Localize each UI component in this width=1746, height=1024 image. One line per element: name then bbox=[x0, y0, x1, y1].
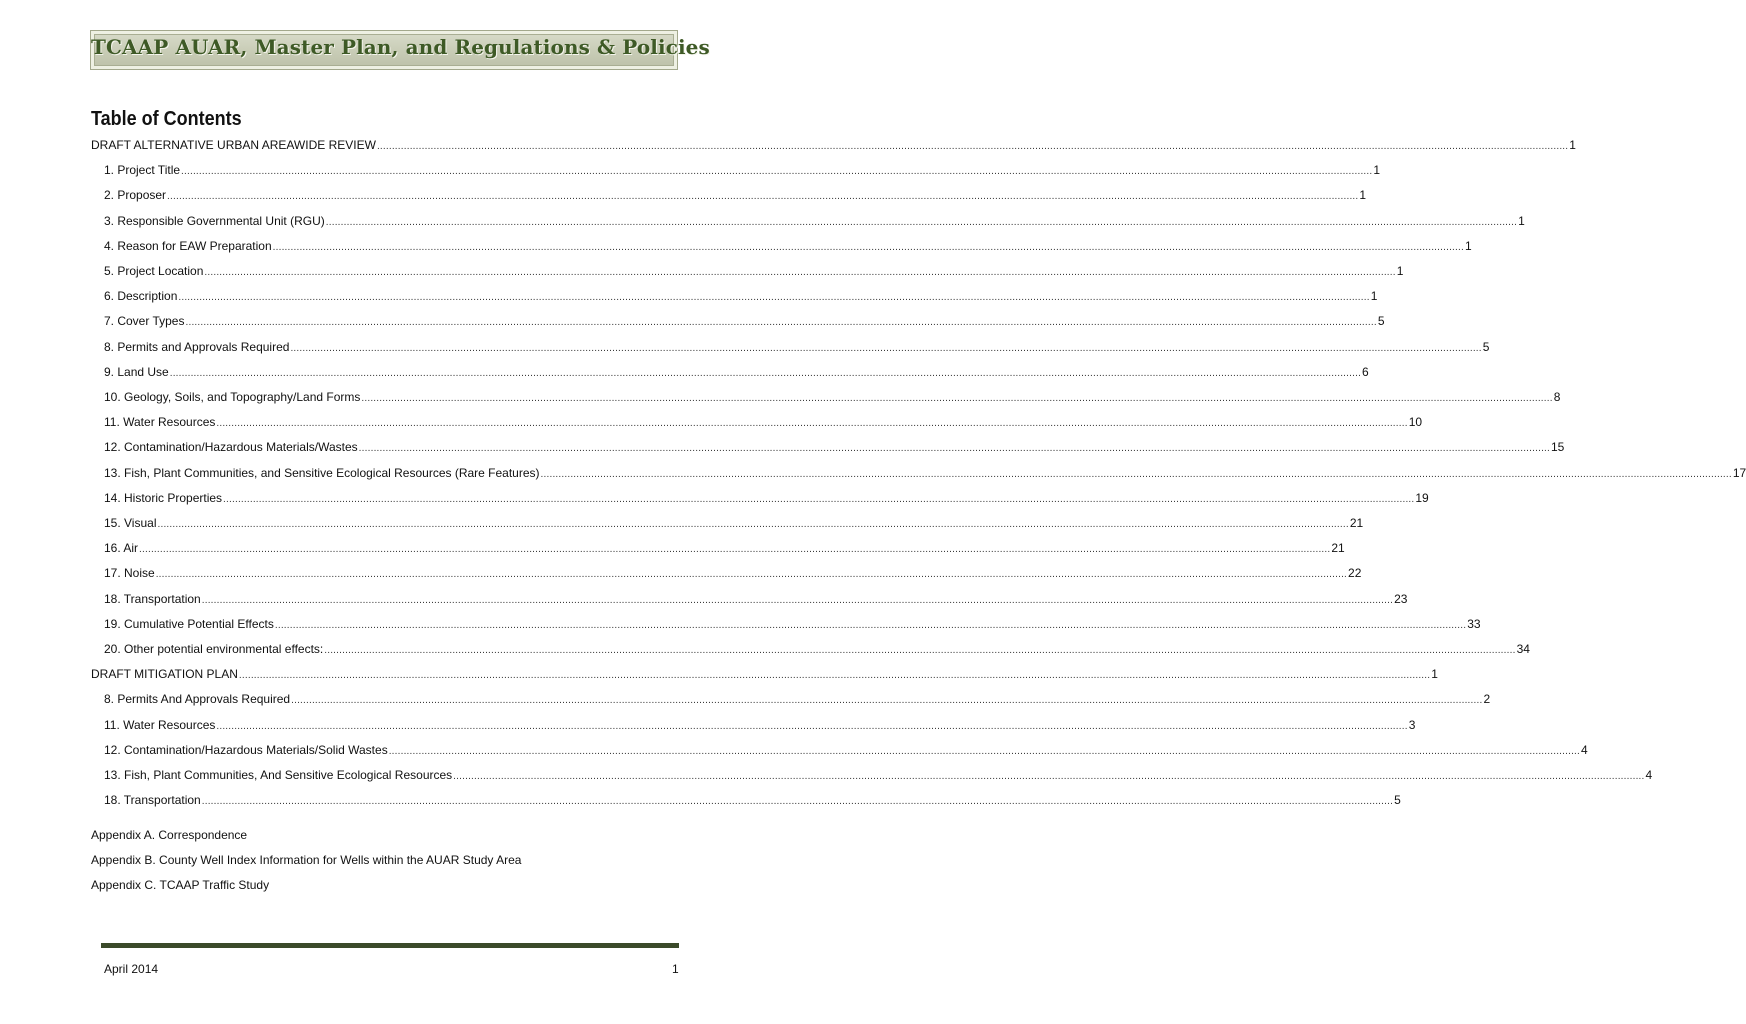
toc-entry-label: 18. Transportation bbox=[104, 793, 201, 808]
toc-entry[interactable] bbox=[104, 412, 1423, 432]
toc-entry-page-number: 21 bbox=[1331, 541, 1345, 556]
toc-entry[interactable] bbox=[104, 740, 1588, 760]
toc-entry-label: 11. Water Resources bbox=[104, 717, 216, 732]
toc-entry-label: DRAFT MITIGATION PLAN bbox=[91, 667, 238, 682]
toc-dot-leader: ................................................................................................................................................................................................................................................................................................................................................................................................................ bbox=[216, 720, 1408, 732]
toc-entry-label: 11. Water Resources bbox=[104, 415, 216, 430]
toc-dot-leader: ................................................................................................................................................................................................................................................................................................................................................................................................................ bbox=[185, 317, 1377, 329]
toc-entry[interactable] bbox=[104, 639, 1530, 659]
toc-entry[interactable] bbox=[104, 387, 1561, 407]
toc-entry-page-number: 22 bbox=[1348, 566, 1362, 581]
toc-entry-page-number: 1 bbox=[1359, 188, 1367, 203]
toc-entry-page-number: 3 bbox=[1408, 717, 1416, 732]
toc-entry-label: 8. Permits And Approvals Required bbox=[104, 692, 291, 707]
toc-entry-label: 19. Cumulative Potential Effects bbox=[104, 616, 274, 631]
toc-dot-leader: ................................................................................................................................................................................................................................................................................................................................................................................................................ bbox=[204, 267, 1396, 278]
appendix-item[interactable]: Appendix C. TCAAP Traffic Study bbox=[91, 878, 270, 892]
toc-entry-label: 15. Visual bbox=[104, 516, 157, 530]
toc-dot-leader: ................................................................................................................................................................................................................................................................................................................................................................................................................ bbox=[453, 771, 1645, 782]
toc-dot-leader: ................................................................................................................................................................................................................................................................................................................................................................................................................ bbox=[358, 443, 1550, 455]
toc-entry-label: 13. Fish, Plant Communities, And Sensitive Ecological Resources bbox=[104, 768, 453, 782]
toc-entry-page-number: 15 bbox=[1551, 440, 1565, 455]
toc-dot-leader: ................................................................................................................................................................................................................................................................................................................................................................................................................ bbox=[361, 393, 1553, 404]
toc-dot-leader: ................................................................................................................................................................................................................................................................................................................................................................................................................ bbox=[216, 418, 1408, 430]
toc-entry-page-number: 4 bbox=[1645, 768, 1653, 782]
toc-entry-label: 16. Air bbox=[104, 541, 139, 556]
toc-entry-label: 3. Responsible Governmental Unit (RGU) bbox=[104, 213, 325, 228]
toc-entry-page-number: 1 bbox=[1370, 289, 1378, 304]
toc-entry-page-number: 10 bbox=[1408, 415, 1423, 430]
toc-entry[interactable] bbox=[104, 790, 1401, 810]
toc-entry-label: 2. Proposer bbox=[104, 188, 167, 203]
toc-dot-leader: ................................................................................................................................................................................................................................................................................................................................................................................................................ bbox=[178, 292, 1370, 304]
toc-entry-page-number: 1 bbox=[1396, 264, 1404, 278]
footer-date: April 2014 bbox=[104, 962, 159, 976]
toc-dot-leader: ................................................................................................................................................................................................................................................................................................................................................................................................................ bbox=[169, 367, 1362, 379]
toc-dot-leader: ................................................................................................................................................................................................................................................................................................................................................................................................................ bbox=[291, 695, 1483, 707]
toc-dot-leader: ................................................................................................................................................................................................................................................................................................................................................................................................................ bbox=[274, 619, 1467, 631]
toc-entry-label: 17. Noise bbox=[104, 566, 155, 581]
toc-dot-leader: ................................................................................................................................................................................................................................................................................................................................................................................................................ bbox=[272, 241, 1464, 253]
toc-entry[interactable] bbox=[104, 236, 1472, 256]
toc-entry-label: 4. Reason for EAW Preparation bbox=[104, 238, 272, 253]
toc-dot-leader: ................................................................................................................................................................................................................................................................................................................................................................................................................ bbox=[540, 468, 1732, 480]
toc-dot-leader: ................................................................................................................................................................................................................................................................................................................................................................................................................ bbox=[388, 745, 1581, 757]
toc-heading: Table of Contents bbox=[91, 108, 242, 130]
toc-dot-leader: ................................................................................................................................................................................................................................................................................................................................................................................................................ bbox=[376, 141, 1569, 152]
toc-entry[interactable] bbox=[104, 488, 1429, 508]
toc-entry[interactable] bbox=[104, 185, 1367, 205]
toc-entry[interactable] bbox=[104, 160, 1381, 180]
toc-entry-label: 12. Contamination/Hazardous Materials/Solid Wastes bbox=[104, 742, 388, 757]
toc-entry-page-number: 23 bbox=[1394, 591, 1408, 606]
toc-entry-page-number: 5 bbox=[1394, 793, 1401, 808]
toc-entry-label: DRAFT ALTERNATIVE URBAN AREAWIDE REVIEW bbox=[91, 138, 376, 152]
toc-entry-page-number: 2 bbox=[1483, 692, 1491, 707]
toc-entry-page-number: 19 bbox=[1415, 490, 1429, 505]
toc-dot-leader: ................................................................................................................................................................................................................................................................................................................................................................................................................ bbox=[238, 670, 1431, 682]
toc-entry[interactable] bbox=[104, 513, 1364, 533]
toc-entry-page-number: 34 bbox=[1516, 642, 1530, 656]
toc-entry-page-number: 33 bbox=[1467, 616, 1481, 631]
footer-divider bbox=[101, 943, 679, 948]
toc-entry-label: 13. Fish, Plant Communities, and Sensitive Ecological Resources (Rare Features) bbox=[104, 465, 540, 480]
toc-entry[interactable] bbox=[104, 437, 1565, 457]
toc-dot-leader: ................................................................................................................................................................................................................................................................................................................................................................................................................ bbox=[167, 191, 1359, 203]
toc-section-entry[interactable] bbox=[91, 135, 1576, 155]
toc-entry-label: 6. Description bbox=[104, 289, 178, 304]
toc-entry[interactable] bbox=[104, 261, 1404, 281]
toc-entry[interactable] bbox=[104, 362, 1369, 382]
toc-entry-page-number: 1 bbox=[1569, 138, 1576, 152]
toc-entry-page-number: 6 bbox=[1362, 364, 1369, 379]
toc-entry-label: 5. Project Location bbox=[104, 264, 204, 278]
toc-dot-leader: ................................................................................................................................................................................................................................................................................................................................................................................................................ bbox=[157, 519, 1349, 530]
toc-dot-leader: ................................................................................................................................................................................................................................................................................................................................................................................................................ bbox=[325, 216, 1518, 228]
toc-entry[interactable] bbox=[104, 538, 1345, 558]
toc-entry-label: 20. Other potential environmental effects: bbox=[104, 642, 324, 656]
toc-dot-leader: ................................................................................................................................................................................................................................................................................................................................................................................................................ bbox=[201, 796, 1394, 808]
toc-entry-page-number: 1 bbox=[1431, 667, 1438, 682]
toc-entry[interactable] bbox=[104, 337, 1490, 357]
toc-dot-leader: ................................................................................................................................................................................................................................................................................................................................................................................................................ bbox=[290, 342, 1482, 354]
toc-entry-page-number: 8 bbox=[1553, 390, 1561, 404]
toc-entry-page-number: 1 bbox=[1373, 163, 1381, 178]
toc-entry-page-number: 21 bbox=[1349, 516, 1364, 530]
toc-entry-label: 10. Geology, Soils, and Topography/Land Forms bbox=[104, 390, 361, 404]
toc-entry-page-number: 1 bbox=[1518, 213, 1525, 228]
toc-entry[interactable] bbox=[104, 311, 1385, 331]
toc-entry-label: 9. Land Use bbox=[104, 364, 169, 379]
toc-entry[interactable] bbox=[104, 689, 1491, 709]
toc-entry-page-number: 17 bbox=[1732, 465, 1746, 480]
toc-dot-leader: ................................................................................................................................................................................................................................................................................................................................................................................................................ bbox=[324, 645, 1516, 656]
toc-entry[interactable] bbox=[104, 614, 1481, 634]
toc-entry-label: 7. Cover Types bbox=[104, 314, 185, 329]
toc-dot-leader: ................................................................................................................................................................................................................................................................................................................................................................................................................ bbox=[201, 594, 1394, 606]
appendix-item[interactable]: Appendix A. Correspondence bbox=[91, 828, 248, 842]
toc-entry[interactable] bbox=[104, 765, 1653, 785]
appendix-item[interactable]: Appendix B. County Well Index Information for Wells within the AUAR Study Area bbox=[91, 853, 522, 867]
document-title: TCAAP AUAR, Master Plan, and Regulations & Policies bbox=[91, 35, 710, 59]
toc-section-entry[interactable] bbox=[91, 664, 1438, 684]
toc-dot-leader: ................................................................................................................................................................................................................................................................................................................................................................................................................ bbox=[181, 166, 1373, 178]
document-header-banner bbox=[90, 30, 710, 70]
toc-dot-leader: ................................................................................................................................................................................................................................................................................................................................................................................................................ bbox=[155, 569, 1348, 581]
toc-entry-label: 18. Transportation bbox=[104, 591, 201, 606]
toc-entry-label: 14. Historic Properties bbox=[104, 490, 223, 505]
toc-entry[interactable] bbox=[104, 715, 1416, 735]
toc-entry-label: 8. Permits and Approvals Required bbox=[104, 339, 290, 354]
toc-dot-leader: ................................................................................................................................................................................................................................................................................................................................................................................................................ bbox=[139, 544, 1331, 556]
footer-page-number: 1 bbox=[672, 962, 679, 976]
toc-entry[interactable] bbox=[104, 563, 1362, 583]
toc-entry-label: 12. Contamination/Hazardous Materials/Wastes bbox=[104, 440, 358, 455]
toc-entry[interactable] bbox=[104, 463, 1746, 483]
toc-entry-label: 1. Project Title bbox=[104, 163, 181, 178]
toc-entry[interactable] bbox=[104, 589, 1408, 609]
toc-dot-leader: ................................................................................................................................................................................................................................................................................................................................................................................................................ bbox=[223, 493, 1415, 505]
toc-entry-page-number: 5 bbox=[1482, 339, 1490, 354]
toc-entry-page-number: 5 bbox=[1377, 314, 1385, 329]
toc-entry-page-number: 1 bbox=[1464, 238, 1472, 253]
toc-entry[interactable] bbox=[104, 211, 1525, 231]
toc-entry-page-number: 4 bbox=[1581, 742, 1588, 757]
toc-entry[interactable] bbox=[104, 286, 1378, 306]
